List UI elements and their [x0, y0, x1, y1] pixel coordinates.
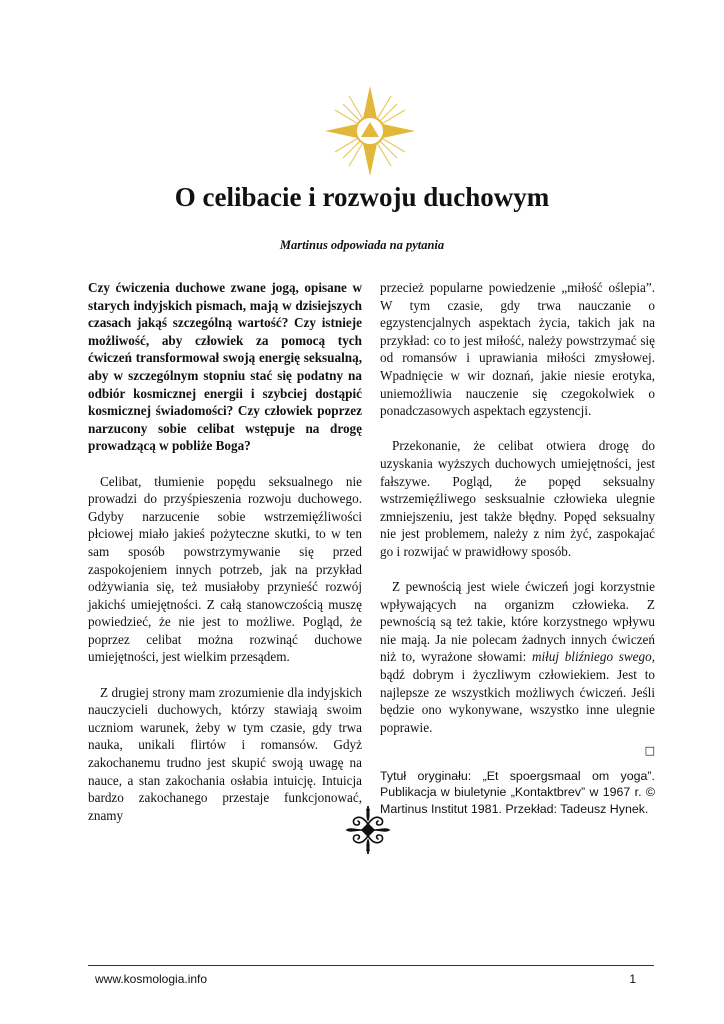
paragraph-5-italic: miłuj bliźniego swego [531, 649, 652, 665]
paragraph-4: Przekonanie, że celibat otwiera drogę do uzyskania wyższych duchowych umiejętności, jest fałszywe. Pogląd, że popęd seksualny wstrzemięźliwego sesksualnie człowieka ulegnie zmniejszeniu, jest także błędny. Popęd seksualny nie jest problemem, należy z nim żyć, zaspokajać go i rozwijać w prawidłowy sposób. [380, 438, 655, 559]
page-title: O celibacie i rozwoju duchowym [174, 182, 550, 212]
right-column [380, 279, 655, 835]
paragraph-2: Z drugiej strony mam zrozumienie dla indyjskich nauczycieli duchowych, którzy stawiają swoim uczniom warunek, żeby w tym czasie, gdy trwa nauka, unikali flirtów i romansów. Gdyż zakochanemu trudno jest skupić swoją uwagę na nauce, a stan zakochania osłabia intuicję. Intuicja bardzo zakochanego przestaje funkcjonować, znamy [88, 684, 362, 823]
left-column [88, 279, 362, 842]
page-number: 1 [629, 972, 636, 986]
paragraph-1: Celibat, tłumienie popędu seksualnego nie prowadzi do przyśpieszenia rozwoju duchowego. Gdyby narzucenie sobie wstrzemięźliwości płciowej miało jakieś pożyteczne skutki, to w ten sam sposób powstrzymywanie się przed zaspokojeniem innych potrzeb, jak na przykład odżywiania się, też musiałoby przynieść rozwój jakichś umiejętności. Z całą stanowczością muszę powiedzieć, że nie jest to możliwe. Pogląd, że poprzez celibat można rozwinąć duchowe umiejętności, jest wielkim przesądem. [88, 473, 362, 665]
footer-divider [88, 965, 654, 966]
end-mark: □ [644, 744, 655, 758]
golden-star-triangle-icon [325, 86, 415, 176]
page-subtitle: Martinus odpowiada na pytania [279, 238, 445, 252]
question-paragraph: Czy ćwiczenia duchowe zwane jogą, opisane w starych indyjskich pismach, mają w dzisiejszych czasach jakąś szczególną wartość? Czy istnieje możliwość, aby człowiek za pomocą tych ćwiczeń transformował swoją energię seksualną, aby w szczególnym stopniu stać się podatny na odbiór kosmicznej energii i szybciej dostąpić kosmicznej świadomości? Czy człowiek poprzez narzucony sobie celibat wstępuje na drogę prowadzącą w pobliże Boga? [88, 280, 362, 454]
paragraph-5 [380, 578, 655, 736]
paragraph-5-part-1: Z pewnością jest wiele ćwiczeń jogi korzystnie wpływających na organizm człowieka. Z pewnością są też takie, które korzystnego wpływu nie mają. Ja nie polecam żadnych innych ćwiczeń niż to, wyrażone słowami: [380, 579, 655, 665]
floral-ornament-icon [344, 804, 392, 856]
footer-url: www.kosmologia.info [95, 972, 208, 986]
paragraph-3: przecież popularne powiedzenie „miłość oślepia”. W tym czasie, gdy trwa nauczanie o egzystencjalnych aspektach życia, takich jak na przykład: co to jest miłość, należy powstrzymać się od romansów i uprawiania miłości zmysłowej. Wpadnięcie w wir doznań, jakie niesie erotyka, uniemożliwia nauczenie się czegokolwiek o ponadczasowych aspektach egzystencji. [380, 280, 655, 419]
translation-credit: Tytuł oryginału: „Et spoergsmaal om yoga”. Publikacja w biuletynie „Kontaktbrev” w 1967 r. © Martinus Institut 1981. Przekład: Tadeusz Hynek. [380, 768, 655, 816]
paragraph-5-part-2: , bądź dobrym i życzliwym człowiekiem. Jest to najlepsze ze wszystkich możliwych ćwiczeń. Jeśli będzie ono wykonywane, wszystko inne ulegnie poprawie. [380, 649, 655, 735]
